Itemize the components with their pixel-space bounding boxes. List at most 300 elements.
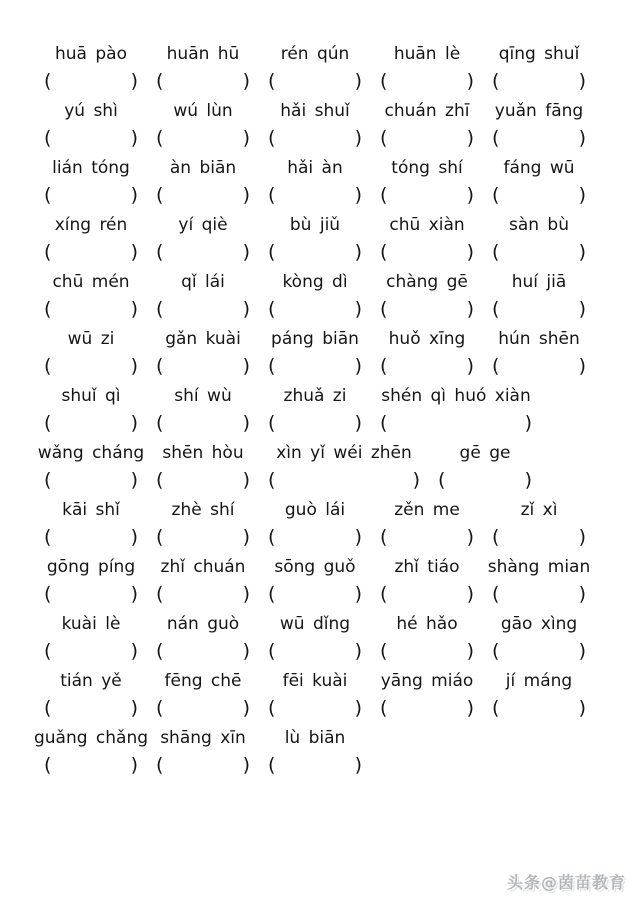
paren-open: (: [268, 412, 276, 434]
word-block: [268, 99, 362, 153]
answer-blank: [492, 580, 586, 609]
paren-close: ): [130, 469, 138, 491]
pinyin-row: [37, 441, 604, 495]
paren-open: (: [44, 127, 52, 149]
answer-blank: [268, 523, 362, 552]
word-block: [156, 555, 250, 609]
paren-open: (: [156, 469, 164, 491]
paren-open: (: [156, 184, 164, 206]
paren-close: ): [130, 640, 138, 662]
paren-open: (: [268, 640, 276, 662]
word-block: [492, 327, 586, 381]
paren-open: (: [268, 526, 276, 548]
answer-blank: [380, 181, 474, 210]
paren-open: (: [380, 355, 388, 377]
paren-close: ): [130, 697, 138, 719]
paren-close: ): [354, 412, 362, 434]
word-block: [438, 441, 532, 495]
paren-open: (: [156, 526, 164, 548]
paren-open: (: [156, 70, 164, 92]
word-block: [380, 669, 474, 723]
pinyin-row: [44, 156, 604, 210]
answer-blank: [268, 637, 362, 666]
word-block: [44, 156, 138, 210]
word-block: [44, 555, 138, 609]
word-block: [492, 498, 586, 552]
pinyin-word: yāng miáo: [380, 671, 474, 691]
word-block: [44, 612, 138, 666]
answer-blank: [156, 295, 250, 324]
pinyin-word: chū mén: [52, 272, 130, 292]
word-block: [268, 213, 362, 267]
answer-blank: [44, 409, 138, 438]
word-block: [44, 270, 138, 324]
pinyin-word: jí máng: [505, 671, 573, 691]
pinyin-word: lián tóng: [52, 158, 130, 178]
paren-close: ): [466, 127, 474, 149]
word-block: [380, 555, 474, 609]
paren-close: ): [130, 355, 138, 377]
answer-blank: [492, 637, 586, 666]
answer-blank: [156, 751, 250, 780]
pinyin-word: fēi kuài: [282, 671, 348, 691]
pinyin-word: kòng dì: [282, 272, 348, 292]
word-block: [492, 42, 586, 96]
pinyin-word: shí wù: [174, 386, 232, 406]
word-block: [380, 327, 474, 381]
paren-close: ): [466, 241, 474, 263]
pinyin-word: nán guò: [166, 614, 240, 634]
paren-open: (: [44, 184, 52, 206]
paren-open: (: [492, 640, 500, 662]
paren-close: ): [354, 241, 362, 263]
pinyin-word: wú lùn: [173, 101, 233, 121]
paren-close: ): [130, 70, 138, 92]
pinyin-word: yú shì: [64, 101, 118, 121]
paren-open: (: [268, 583, 276, 605]
word-block: [268, 555, 362, 609]
paren-open: (: [492, 298, 500, 320]
paren-close: ): [524, 469, 532, 491]
pinyin-word: guò lái: [284, 500, 346, 520]
paren-open: (: [268, 697, 276, 719]
paren-close: ): [578, 583, 586, 605]
pinyin-word: xìn yǐ wéi zhēn: [276, 443, 412, 463]
word-block: [44, 498, 138, 552]
word-block: [44, 327, 138, 381]
word-block: [380, 156, 474, 210]
paren-open: (: [156, 298, 164, 320]
word-block: [268, 669, 362, 723]
word-block: [380, 498, 474, 552]
pinyin-row: [44, 555, 604, 609]
pinyin-word: bù jiǔ: [289, 215, 341, 235]
paren-open: (: [44, 697, 52, 719]
answer-blank: [44, 67, 138, 96]
pinyin-word: tóng shí: [391, 158, 463, 178]
pinyin-row: [44, 612, 604, 666]
paren-open: (: [380, 70, 388, 92]
word-block: [156, 270, 250, 324]
paren-close: ): [242, 298, 250, 320]
paren-close: ): [466, 298, 474, 320]
answer-blank: [492, 238, 586, 267]
pinyin-word: zěn me: [394, 500, 460, 520]
word-block: [492, 213, 586, 267]
pinyin-row: [44, 384, 604, 438]
pinyin-row: [44, 270, 604, 324]
paren-open: (: [268, 70, 276, 92]
word-block: [268, 498, 362, 552]
answer-blank: [156, 523, 250, 552]
word-block: [380, 99, 474, 153]
paren-close: ): [354, 70, 362, 92]
paren-close: ): [130, 526, 138, 548]
word-block: [156, 669, 250, 723]
word-block: [268, 270, 362, 324]
answer-blank: [44, 523, 138, 552]
paren-open: (: [268, 754, 276, 776]
answer-blank: [268, 295, 362, 324]
word-block: [156, 99, 250, 153]
pinyin-row: [44, 498, 604, 552]
paren-open: (: [156, 355, 164, 377]
paren-open: (: [268, 127, 276, 149]
pinyin-word: huǒ xīng: [388, 329, 466, 349]
pinyin-word: àn biān: [169, 158, 237, 178]
pinyin-word: shuǐ qì: [61, 386, 121, 406]
pinyin-word: hé hǎo: [396, 614, 458, 634]
paren-open: (: [380, 526, 388, 548]
paren-close: ): [130, 583, 138, 605]
answer-blank: [492, 67, 586, 96]
paren-close: ): [130, 184, 138, 206]
paren-close: ): [578, 526, 586, 548]
paren-close: ): [242, 469, 250, 491]
paren-open: (: [44, 469, 52, 491]
paren-open: (: [268, 184, 276, 206]
word-block: [268, 384, 362, 438]
paren-open: (: [268, 355, 276, 377]
answer-blank: [156, 637, 250, 666]
pinyin-word: wǎng cháng: [37, 443, 145, 463]
pinyin-row: [33, 726, 604, 780]
answer-blank: [380, 124, 474, 153]
paren-close: ): [578, 697, 586, 719]
paren-open: (: [156, 697, 164, 719]
paren-open: (: [156, 127, 164, 149]
word-block: [44, 99, 138, 153]
paren-close: ): [242, 697, 250, 719]
answer-blank: [156, 124, 250, 153]
paren-close: ): [466, 583, 474, 605]
paren-close: ): [354, 697, 362, 719]
paren-open: (: [44, 355, 52, 377]
paren-close: ): [130, 754, 138, 776]
pinyin-word: shēn hòu: [162, 443, 244, 463]
paren-close: ): [242, 583, 250, 605]
word-block: [156, 213, 250, 267]
pinyin-word: fáng wū: [503, 158, 575, 178]
pinyin-word: hǎi àn: [287, 158, 343, 178]
paren-open: (: [380, 640, 388, 662]
pinyin-word: wū dǐng: [279, 614, 351, 634]
pinyin-word: yí qiè: [178, 215, 228, 235]
paren-close: ): [466, 70, 474, 92]
pinyin-word: qǐ lái: [181, 272, 225, 292]
paren-close: ): [466, 697, 474, 719]
pinyin-word: tián yě: [60, 671, 122, 691]
pinyin-word: zǐ xì: [520, 500, 558, 520]
paren-open: (: [380, 412, 388, 434]
paren-open: (: [156, 583, 164, 605]
answer-blank: [44, 352, 138, 381]
answer-blank: [268, 181, 362, 210]
watermark: 头条@茵苗教育: [506, 873, 626, 892]
paren-close: ): [354, 640, 362, 662]
answer-blank: [438, 466, 532, 495]
paren-close: ): [242, 526, 250, 548]
answer-blank: [44, 694, 138, 723]
word-block: [492, 669, 586, 723]
paren-open: (: [156, 640, 164, 662]
paren-close: ): [242, 412, 250, 434]
paren-close: ): [130, 298, 138, 320]
word-block: [268, 327, 362, 381]
word-block: [487, 555, 591, 609]
word-block: [33, 726, 149, 780]
word-block: [156, 612, 250, 666]
pinyin-word: rén qún: [280, 44, 350, 64]
paren-close: ): [354, 526, 362, 548]
answer-blank: [492, 523, 586, 552]
pinyin-word: zhuǎ zi: [283, 386, 347, 406]
answer-blank: [268, 466, 420, 495]
paren-open: (: [492, 184, 500, 206]
word-block: [44, 384, 138, 438]
paren-open: (: [380, 127, 388, 149]
pinyin-word: páng biān: [271, 329, 359, 349]
answer-blank: [156, 466, 250, 495]
paren-close: ): [242, 127, 250, 149]
answer-blank: [268, 580, 362, 609]
answer-blank: [492, 124, 586, 153]
word-block: [37, 441, 145, 495]
answer-blank: [44, 238, 138, 267]
answer-blank: [380, 295, 474, 324]
pinyin-row: [44, 99, 604, 153]
paren-open: (: [492, 241, 500, 263]
paren-open: (: [492, 70, 500, 92]
paren-close: ): [130, 241, 138, 263]
pinyin-row: [44, 42, 604, 96]
answer-blank: [380, 580, 474, 609]
pinyin-word: sōng guǒ: [274, 557, 356, 577]
answer-blank: [44, 466, 138, 495]
paren-close: ): [524, 412, 532, 434]
pinyin-word: chàng gē: [386, 272, 468, 292]
paren-open: (: [44, 640, 52, 662]
answer-blank: [44, 637, 138, 666]
paren-open: (: [44, 70, 52, 92]
pinyin-word: hǎi shuǐ: [280, 101, 350, 121]
paren-close: ): [242, 184, 250, 206]
answer-blank: [44, 181, 138, 210]
paren-open: (: [380, 583, 388, 605]
pinyin-word: huí jiā: [511, 272, 567, 292]
paren-close: ): [466, 355, 474, 377]
pinyin-word: shāng xīn: [160, 728, 246, 748]
pinyin-word: gōng píng: [46, 557, 136, 577]
paren-close: ): [578, 241, 586, 263]
paren-close: ): [242, 241, 250, 263]
pinyin-word: huā pào: [55, 44, 127, 64]
paren-close: ): [578, 298, 586, 320]
paren-close: ): [242, 70, 250, 92]
paren-close: ): [354, 355, 362, 377]
paren-open: (: [492, 355, 500, 377]
word-block: [492, 156, 586, 210]
word-block: [268, 612, 362, 666]
paren-open: (: [380, 697, 388, 719]
pinyin-row: [44, 213, 604, 267]
paren-open: (: [44, 754, 52, 776]
pinyin-row: [44, 327, 604, 381]
paren-close: ): [130, 127, 138, 149]
word-block: [380, 213, 474, 267]
answer-blank: [268, 694, 362, 723]
answer-blank: [268, 409, 362, 438]
pinyin-word: shén qì huó xiàn: [381, 386, 531, 406]
word-block: [44, 669, 138, 723]
paren-close: ): [242, 355, 250, 377]
answer-blank: [44, 751, 138, 780]
answer-blank: [492, 352, 586, 381]
paren-close: ): [578, 127, 586, 149]
paren-open: (: [44, 298, 52, 320]
paren-close: ): [242, 640, 250, 662]
pinyin-word: zhè shí: [171, 500, 235, 520]
answer-blank: [268, 67, 362, 96]
pinyin-word: xíng rén: [54, 215, 128, 235]
pinyin-word: huān lè: [393, 44, 461, 64]
paren-open: (: [438, 469, 446, 491]
answer-blank: [492, 694, 586, 723]
word-block: [492, 612, 586, 666]
answer-blank: [492, 181, 586, 210]
answer-blank: [44, 295, 138, 324]
answer-blank: [156, 694, 250, 723]
answer-blank: [268, 238, 362, 267]
word-block: [268, 441, 420, 495]
answer-blank: [380, 67, 474, 96]
answer-blank: [156, 238, 250, 267]
pinyin-word: yuǎn fāng: [494, 101, 584, 121]
paren-close: ): [354, 754, 362, 776]
answer-blank: [268, 751, 362, 780]
paren-open: (: [44, 412, 52, 434]
paren-open: (: [44, 583, 52, 605]
pinyin-word: sàn bù: [508, 215, 570, 235]
paren-close: ): [242, 754, 250, 776]
paren-close: ): [578, 70, 586, 92]
pinyin-word: chū xiàn: [389, 215, 465, 235]
paren-open: (: [268, 241, 276, 263]
paren-close: ): [130, 412, 138, 434]
paren-close: ): [466, 640, 474, 662]
pinyin-word: zhǐ chuán: [160, 557, 246, 577]
pinyin-word: lù biān: [284, 728, 346, 748]
paren-open: (: [44, 526, 52, 548]
paren-open: (: [492, 583, 500, 605]
answer-blank: [380, 409, 532, 438]
paren-close: ): [466, 526, 474, 548]
answer-blank: [268, 352, 362, 381]
paren-open: (: [156, 241, 164, 263]
word-block: [268, 156, 362, 210]
word-block: [156, 384, 250, 438]
paren-close: ): [578, 355, 586, 377]
word-block: [380, 42, 474, 96]
paren-open: (: [156, 754, 164, 776]
pinyin-word: fēng chē: [164, 671, 242, 691]
pinyin-word: gāo xìng: [500, 614, 578, 634]
answer-blank: [44, 124, 138, 153]
paren-open: (: [380, 241, 388, 263]
word-block: [380, 270, 474, 324]
paren-open: (: [44, 241, 52, 263]
paren-close: ): [412, 469, 420, 491]
answer-blank: [156, 409, 250, 438]
word-block: [492, 99, 586, 153]
pinyin-word: guǎng chǎng: [33, 728, 149, 748]
paren-open: (: [268, 298, 276, 320]
word-block: [380, 612, 474, 666]
paren-open: (: [268, 469, 276, 491]
word-block: [156, 441, 250, 495]
paren-close: ): [354, 184, 362, 206]
pinyin-word: gē ge: [459, 443, 511, 463]
answer-blank: [156, 181, 250, 210]
pinyin-word: kuài lè: [61, 614, 121, 634]
pinyin-word: kāi shǐ: [62, 500, 120, 520]
paren-open: (: [156, 412, 164, 434]
pinyin-word: zhǐ tiáo: [394, 557, 460, 577]
paren-open: (: [380, 184, 388, 206]
paren-close: ): [354, 583, 362, 605]
answer-blank: [380, 637, 474, 666]
pinyin-word: chuán zhī: [384, 101, 470, 121]
pinyin-word: shàng mian: [487, 557, 591, 577]
pinyin-word: huān hū: [166, 44, 240, 64]
word-block: [44, 213, 138, 267]
answer-blank: [156, 352, 250, 381]
word-block: [268, 726, 362, 780]
word-block: [156, 156, 250, 210]
word-block: [156, 327, 250, 381]
answer-blank: [156, 67, 250, 96]
word-block: [492, 270, 586, 324]
word-block: [268, 42, 362, 96]
word-block: [44, 42, 138, 96]
paren-open: (: [492, 127, 500, 149]
paren-open: (: [492, 526, 500, 548]
answer-blank: [380, 352, 474, 381]
pinyin-word: hún shēn: [498, 329, 580, 349]
answer-blank: [380, 523, 474, 552]
answer-blank: [44, 580, 138, 609]
paren-close: ): [354, 298, 362, 320]
